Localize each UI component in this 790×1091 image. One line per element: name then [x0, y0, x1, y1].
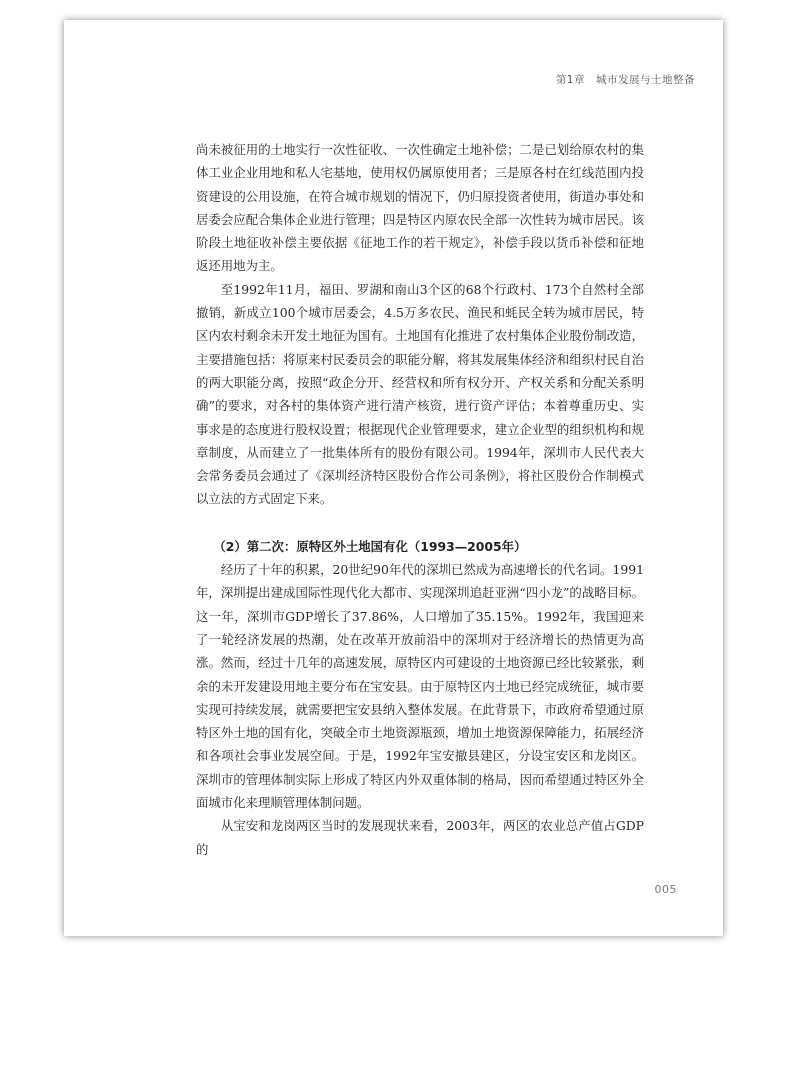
book-page	[64, 20, 723, 936]
section-heading: （2）第二次：原特区外土地国有化（1993—2005年）	[213, 538, 527, 554]
paragraph-4: 从宝安和龙岗两区当时的发展现状来看，2003年，两区的农业总产值占GDP的	[196, 818, 644, 857]
paragraph-3: 经历了十年的积累，20世纪90年代的深圳已然成为高速增长的代名词。1991年，深圳提出建成国际性现代化大都市、实现深圳追赶亚洲“四小龙”的战略目标。这一年，深圳市GDP增长了37.86%，人口增加了35.15%。1992年，我国迎来了一轮经济发展的热潮，处在改革开放前沿中的深圳对于经济增长的热情更为高涨。然而，经过十几年的高速发展，原特区内可建设的土地资源已经比较紧张，剩余的未开发建设用地主要分布在宝安县。由于原特区内土地已经完成统征，城市要实现可持续发展，就需要把宝安县纳入整体发展。在此背景下，市政府希望通过原特区外土地的国有化，突破全市土地资源瓶颈，增加土地资源保障能力，拓展经济和各项社会事业发展空间。于是，1992年宝安撤县建区，分设宝安区和龙岗区。深圳市的管理体制实际上形成了特区内外双重体制的格局，因而希望通过特区外全面城市化来理顺管理体制问题。	[196, 562, 644, 811]
page-number: 005	[654, 883, 677, 896]
paragraph-2: 至1992年11月，福田、罗湖和南山3个区的68个行政村、173个自然村全部撤销，新成立100个城市居委会，4.5万多农民、渔民和蚝民全转为城市居民，特区内农村剩余未开发土地征为国有。土地国有化推进了农村集体企业股份制改造，主要措施包括：将原来村民委员会的职能分解，将其发展集体经济和组织村民自治的两大职能分离，按照“政企分开、经营权和所有权分开、产权关系和分配关系明确”的要求，对各村的集体资产进行清产核资，进行资产评估；本着尊重历史、实事求是的态度进行股权设置；根据现代企业管理要求，建立企业型的组织机构和规章制度，从而建立了一批集体所有的股份有限公司。1994年，深圳市人民代表大会常务委员会通过了《深圳经济特区股份合作公司条例》，将社区股份合作制模式以立法的方式固定下来。	[196, 281, 644, 507]
body-text	[196, 138, 644, 861]
running-header: 第1章 城市发展与土地整备	[555, 74, 695, 86]
paragraph-1: 尚未被征用的土地实行一次性征收、一次性确定土地补偿；二是已划给原农村的集体工业企业用地和私人宅基地，使用权仍属原使用者；三是原各村在红线范围内投资建设的公用设施，在符合城市规划的情况下，仍归原投资者使用，街道办事处和居委会应配合集体企业进行管理；四是特区内原农民全部一次性转为城市居民。该阶段土地征收补偿主要依据《征地工作的若干规定》，补偿手段以货币补偿和征地返还用地为主。	[196, 142, 644, 274]
